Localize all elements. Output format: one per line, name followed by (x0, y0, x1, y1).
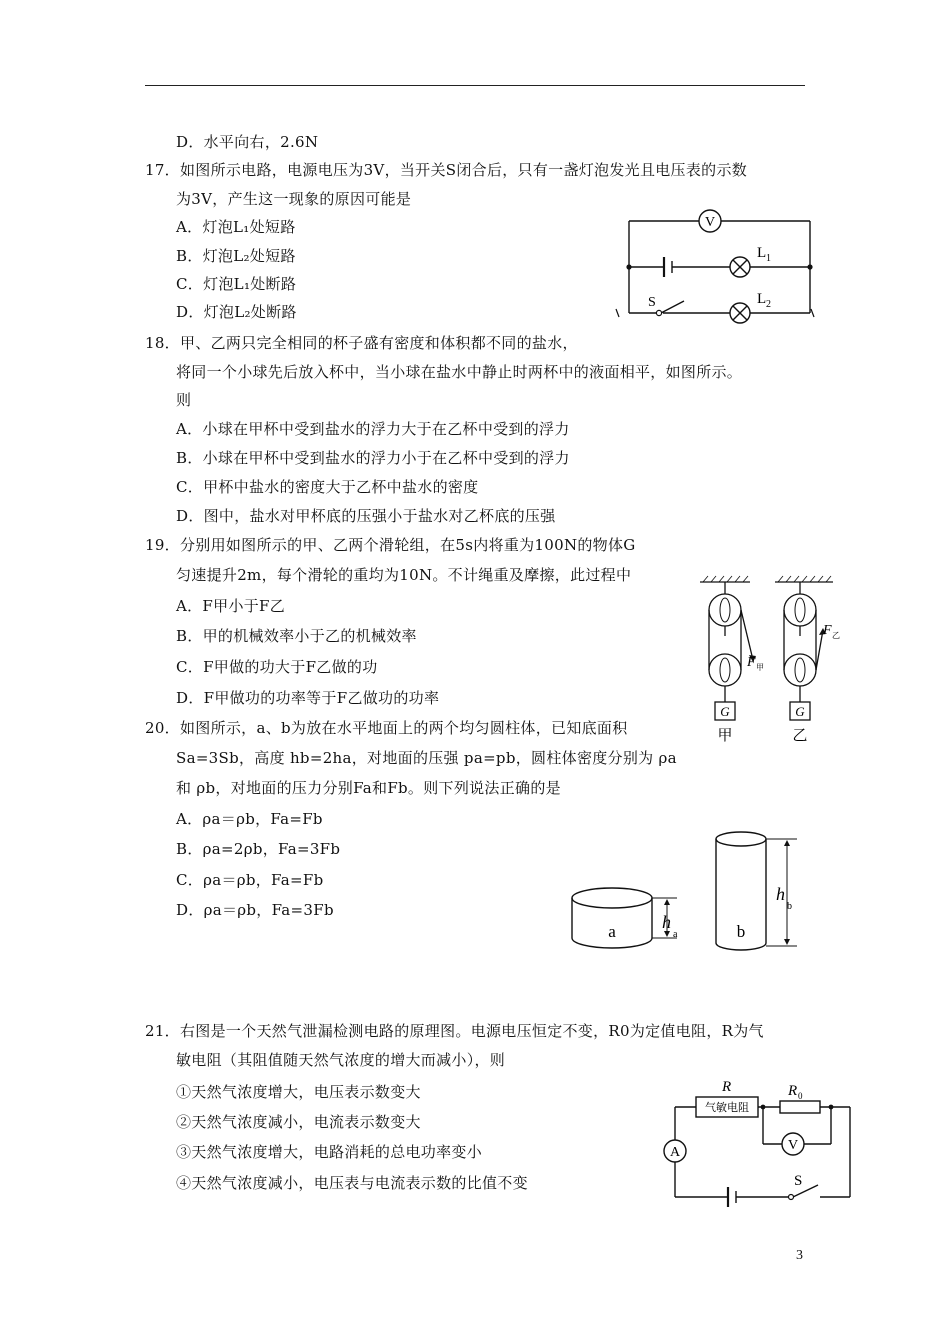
q19-label-jia: 甲 (717, 728, 733, 744)
q20-label-b: b (736, 922, 746, 941)
q18-option-d: D．图中，盐水对甲杯底的压强小于盐水对乙杯底的压强 (176, 507, 556, 525)
q21-stem-cont: 敏电阻（其阻值随天然气浓度的增大而减小），则 (176, 1051, 506, 1069)
q19-option-b: B．甲的机械效率小于乙的机械效率 (176, 627, 417, 645)
q18-option-c: C．甲杯中盐水的密度大于乙杯中盐水的密度 (176, 478, 479, 496)
q19-pulley-figure (695, 572, 855, 747)
q19-force-yi-sub: 乙 (832, 631, 840, 640)
q18-stem: 18．甲、乙两只完全相同的杯子盛有密度和体积都不同的盐水， (145, 334, 578, 352)
header-rule (145, 85, 805, 86)
q20-option-d: D．ρa＝ρb，Fa=3Fb (176, 901, 334, 919)
q17-option-c: C．灯泡L₁处断路 (176, 275, 297, 293)
q20-option-b: B．ρa=2ρb，Fa=3Fb (176, 840, 341, 858)
q17-option-d: D．灯泡L₂处断路 (176, 303, 297, 321)
q20-height-a: h (662, 912, 671, 932)
q21-r0-label: R (788, 1083, 798, 1099)
q20-option-c: C．ρa＝ρb，Fa=Fb (176, 871, 324, 889)
q17-lamp1-sub: 1 (766, 253, 771, 264)
q21-option-1: ①天然气浓度增大，电压表示数变大 (176, 1083, 421, 1101)
q17-stem: 17．如图所示电路，电源电压为3V，当开关S闭合后，只有一盏灯泡发光且电压表的示数 (145, 161, 748, 179)
q19-stem-cont: 匀速提升2m，每个滑轮的重均为10N。不计绳重及摩擦，此过程中 (176, 566, 632, 584)
q19-option-a: A．F甲小于F乙 (176, 597, 286, 615)
q19-force-yi: F (823, 623, 832, 638)
q19-stem: 19．分别用如图所示的甲、乙两个滑轮组，在5s内将重为100N的物体G (145, 536, 636, 554)
q18-option-b: B．小球在甲杯中受到盐水的浮力小于在乙杯中受到的浮力 (176, 449, 570, 467)
q20-cylinders-figure (565, 825, 815, 955)
q18-stem-cont2: 则 (176, 391, 192, 409)
q20-label-a: a (608, 922, 616, 941)
q17-lamp1-label: L (757, 245, 767, 261)
q17-option-b: B．灯泡L₂处短路 (176, 247, 296, 265)
q21-r-box-label: 气敏电阻 (705, 1102, 749, 1114)
q19-weight-jia: G (720, 704, 730, 719)
q21-option-2: ②天然气浓度减小，电流表示数变大 (176, 1113, 421, 1131)
q19-option-d: D．F甲做功的功率等于F乙做功的功率 (176, 689, 440, 707)
q20-stem-cont: Sa=3Sb，高度 hb=2ha，对地面的压强 pa=pb，圆柱体密度分别为 ρa (176, 749, 677, 767)
q21-r-label: R (722, 1079, 732, 1095)
q20-stem: 20．如图所示，a、b为放在水平地面上的两个均匀圆柱体，已知底面积 (145, 719, 628, 737)
q20-height-b: h (776, 884, 785, 904)
q20-height-a-sub: a (673, 929, 678, 940)
q21-voltmeter-label: V (787, 1138, 799, 1153)
q20-stem-cont2: 和 ρb，对地面的压力分别Fa和Fb。则下列说法正确的是 (176, 779, 561, 797)
q20-height-b-sub: b (787, 901, 792, 912)
q17-switch-label: S (648, 295, 656, 310)
q19-force-jia: F (747, 655, 756, 670)
q19-weight-yi: G (795, 704, 805, 719)
q18-option-a: A．小球在甲杯中受到盐水的浮力大于在乙杯中受到的浮力 (176, 420, 570, 438)
q21-stem: 21．右图是一个天然气泄漏检测电路的原理图。电源电压恒定不变，R0为定值电阻，R为气 (145, 1022, 764, 1040)
q19-option-c: C．F甲做的功大于F乙做的功 (176, 658, 378, 676)
q17-circuit-figure (612, 205, 827, 325)
q18-stem-cont: 将同一个小球先后放入杯中，当小球在盐水中静止时两杯中的液面相平，如图所示。 (176, 363, 743, 381)
q16-option-d: D．水平向右，2.6N (176, 133, 319, 151)
q19-label-yi: 乙 (792, 728, 808, 744)
q17-voltmeter-label: V (704, 215, 716, 230)
q21-circuit-figure (660, 1075, 860, 1210)
q21-ammeter-label: A (669, 1145, 681, 1160)
q17-lamp2-sub: 2 (766, 299, 771, 310)
q20-option-a: A．ρa＝ρb，Fa=Fb (176, 810, 323, 828)
q17-lamp2-label: L (757, 291, 767, 307)
q21-option-3: ③天然气浓度增大，电路消耗的总电功率变小 (176, 1143, 483, 1161)
q19-force-jia-sub: 甲 (756, 663, 764, 672)
q17-option-a: A．灯泡L₁处短路 (176, 218, 296, 236)
page-number: 3 (796, 1248, 803, 1263)
q17-stem-cont: 为3V，产生这一现象的原因可能是 (176, 190, 412, 208)
q21-option-4: ④天然气浓度减小，电压表与电流表示数的比值不变 (176, 1174, 528, 1192)
q21-switch-label: S (794, 1173, 803, 1189)
q21-r0-sub: 0 (798, 1091, 803, 1101)
